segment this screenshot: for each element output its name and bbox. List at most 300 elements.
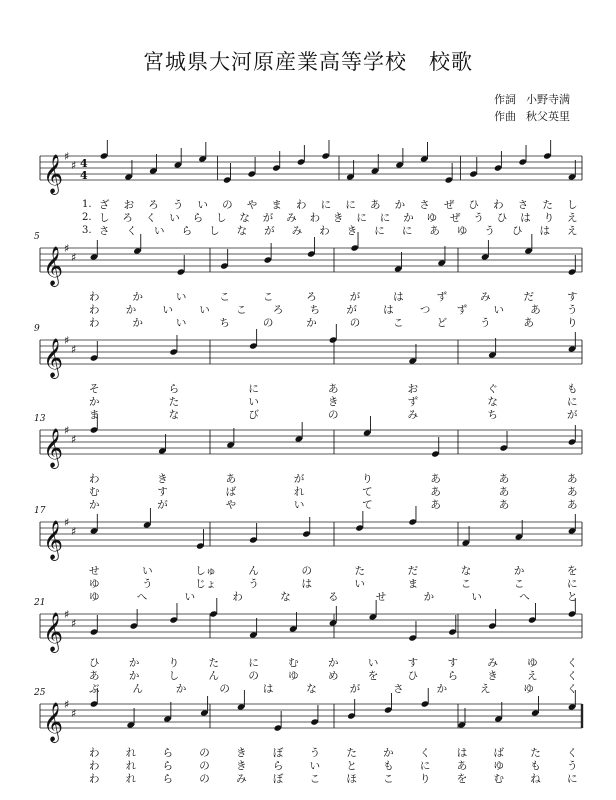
lyricist-role: 作詞: [494, 93, 516, 106]
lyric-syllable: え: [480, 683, 491, 695]
staff: [0, 688, 616, 748]
lyric-syllable: ず: [436, 291, 448, 303]
lyric-syllable: ゆ: [426, 212, 438, 224]
lyric-syllable: ち: [309, 304, 321, 316]
lyric-syllable: む: [89, 486, 100, 498]
lyric-syllable: て: [362, 486, 373, 498]
lyric-syllable: こ: [383, 773, 394, 785]
lyric-syllable: の: [222, 199, 233, 211]
lyric-syllable: ず: [407, 396, 419, 408]
lyric-syllable: が: [346, 304, 357, 316]
lyric-syllable: あ: [225, 473, 237, 485]
lyric-syllable: が: [567, 409, 578, 421]
lyric-syllable: び: [248, 409, 259, 421]
lyric-syllable: が: [293, 473, 305, 485]
lyric-syllable: だ: [407, 565, 419, 577]
lyric-syllable: に: [374, 225, 385, 237]
lyric-syllable: た: [346, 747, 357, 759]
lyric-syllable: の: [248, 670, 259, 682]
lyric-syllable: き: [333, 212, 344, 224]
lyric-syllable: か: [89, 499, 100, 511]
lyric-syllable: あ: [456, 760, 468, 772]
lyric-syllable: の: [199, 773, 210, 785]
lyric-syllable: ま: [89, 409, 100, 421]
lyric-syllable: い: [293, 499, 305, 511]
lyric-syllable: み: [286, 212, 297, 224]
lyric-syllable: ち: [487, 409, 498, 421]
lyric-syllable: わ: [309, 212, 321, 224]
lyric-syllable: ら: [181, 225, 193, 237]
lyric-syllable: あ: [369, 199, 381, 211]
lyric-syllable: は: [456, 747, 468, 759]
verse-number: 2.: [82, 212, 92, 223]
lyric-syllable: な: [460, 565, 472, 577]
lyric-syllable: く: [567, 747, 578, 759]
lyric-syllable: は: [539, 225, 550, 237]
lyric-syllable: が: [264, 225, 275, 237]
lyric-syllable: れ: [125, 747, 137, 759]
lyric-syllable: こ: [460, 578, 472, 590]
lyric-syllable: え: [567, 225, 578, 237]
lyric-syllable: い: [142, 565, 153, 577]
lyric-syllable: い: [184, 591, 196, 603]
lyric-syllable: こ: [309, 773, 321, 785]
lyric-syllable: ら: [162, 760, 174, 772]
lyric-syllable: の: [328, 409, 339, 421]
lyric-syllable: ぼ: [272, 747, 284, 759]
lyric-syllable: や: [225, 499, 237, 511]
lyric-syllable: ひ: [407, 670, 419, 682]
lyric-syllable: が: [157, 499, 168, 511]
lyric-syllable: さ: [419, 199, 430, 211]
lyric-syllable: ら: [162, 773, 174, 785]
lyric-syllable: そ: [89, 383, 100, 395]
lyric-syllable: わ: [89, 747, 100, 759]
measure-number: 17: [34, 506, 46, 516]
staff: [0, 598, 616, 658]
lyric-syllable: あ: [328, 383, 339, 395]
treble-clef-icon: 𝄞: [43, 612, 64, 652]
treble-clef-icon: 𝄞: [43, 338, 64, 378]
lyric-syllable: ら: [192, 212, 204, 224]
measure-number: 13: [34, 414, 46, 424]
lyric-syllable: く: [126, 225, 138, 237]
sharp-icon: ♯: [64, 334, 70, 347]
lyric-syllable: か: [89, 396, 100, 408]
lyric-syllable: れ: [293, 486, 305, 498]
lyric-syllable: い: [248, 396, 259, 408]
sharp-icon: ♯: [71, 251, 77, 264]
lyric-syllable: を: [367, 670, 379, 682]
sharp-icon: ♯: [71, 707, 77, 720]
lyric-syllable: ろ: [122, 212, 133, 224]
lyric-syllable: は: [520, 212, 531, 224]
lyric-syllable: さ: [99, 225, 110, 237]
lyric-syllable: あ: [498, 473, 510, 485]
lyric-syllable: お: [407, 383, 419, 395]
lyric-syllable: の: [262, 317, 274, 329]
lyric-syllable: え: [567, 212, 578, 224]
lyric-syllable: わ: [493, 199, 504, 211]
lyric-syllable: き: [236, 747, 247, 759]
lyric-syllable: す: [447, 657, 458, 669]
lyric-syllable: む: [288, 657, 299, 669]
lyric-syllable: い: [367, 657, 379, 669]
lyric-syllable: に: [567, 396, 578, 408]
lyric-syllable: わ: [89, 304, 100, 316]
lyric-syllable: ぶ: [89, 683, 100, 695]
lyric-syllable: か: [403, 212, 414, 224]
lyric-syllable: へ: [136, 591, 148, 603]
lyric-syllable: む: [493, 773, 504, 785]
lyric-syllable: な: [487, 396, 498, 408]
lyric-syllable: う: [309, 747, 321, 759]
lyric-syllable: は: [383, 304, 394, 316]
lyric-syllable: ゆ: [493, 760, 504, 772]
sharp-icon: ♯: [71, 343, 77, 356]
lyric-syllable: わ: [319, 225, 330, 237]
lyric-syllable: き: [236, 760, 247, 772]
lyric-syllable: が: [349, 683, 361, 695]
lyric-syllable: あ: [498, 486, 510, 498]
lyric-syllable: あ: [567, 486, 578, 498]
lyric-syllable: の: [199, 760, 210, 772]
lyric-syllable: い: [162, 304, 174, 316]
lyric-syllable: を: [456, 773, 468, 785]
staff: [0, 324, 616, 384]
lyric-syllable: ぐ: [487, 383, 498, 395]
lyric-syllable: に: [567, 578, 578, 590]
lyric-syllable: い: [197, 199, 209, 211]
lyric-syllable: り: [168, 657, 180, 669]
lyric-syllable: わ: [89, 317, 100, 329]
lyric-syllable: う: [484, 225, 495, 237]
lyric-syllable: か: [175, 683, 187, 695]
lyric-syllable: こ: [236, 304, 247, 316]
lyric-syllable: ん: [248, 565, 259, 577]
lyric-syllable: の: [219, 683, 230, 695]
treble-clef-icon: 𝄞: [43, 154, 64, 194]
lyric-syllable: に: [356, 212, 367, 224]
sharp-icon: ♯: [64, 516, 70, 529]
lyric-syllable: い: [175, 291, 187, 303]
sharp-icon: ♯: [64, 150, 70, 163]
lyric-syllable: に: [248, 383, 259, 395]
lyric-syllable: た: [542, 199, 553, 211]
lyric-syllable: ゆ: [523, 683, 535, 695]
lyric-syllable: え: [527, 670, 538, 682]
lyric-syllable: う: [172, 199, 184, 211]
lyric-syllable: に: [401, 225, 413, 237]
lyric-syllable: ゆ: [527, 657, 538, 669]
time-signature-digit: 4: [80, 169, 88, 182]
lyric-syllable: ん: [208, 670, 219, 682]
lyric-syllable: に: [379, 212, 391, 224]
lyric-syllable: は: [262, 683, 274, 695]
lyric-syllable: た: [208, 657, 219, 669]
lyric-syllable: い: [154, 225, 165, 237]
lyric-syllable: を: [567, 565, 578, 577]
lyric-syllable: か: [132, 291, 143, 303]
lyric-syllable: め: [328, 670, 339, 682]
lyric-syllable: し: [209, 225, 220, 237]
lyric-syllable: り: [362, 473, 373, 485]
lyric-syllable: な: [168, 409, 180, 421]
sharp-icon: ♯: [64, 608, 70, 621]
lyric-syllable: い: [175, 317, 187, 329]
lyric-syllable: れ: [125, 773, 137, 785]
lyric-syllable: ま: [271, 199, 282, 211]
lyric-syllable: し: [99, 212, 110, 224]
lyric-syllable: し: [168, 670, 180, 682]
lyric-syllable: こ: [219, 291, 230, 303]
lyric-syllable: ず: [456, 304, 468, 316]
lyric-syllable: ろ: [148, 199, 159, 211]
lyric-syllable: あ: [498, 499, 510, 511]
lyric-syllable: しゅ: [195, 565, 217, 577]
lyric-syllable: す: [407, 657, 419, 669]
lyric-syllable: し: [567, 199, 578, 211]
lyric-syllable: が: [349, 291, 361, 303]
treble-clef-icon: 𝄞: [43, 520, 64, 560]
staff: [0, 506, 616, 566]
lyric-syllable: ひ: [496, 212, 508, 224]
lyric-syllable: み: [236, 773, 247, 785]
lyric-syllable: う: [567, 760, 578, 772]
lyric-syllable: き: [157, 473, 168, 485]
sharp-icon: ♯: [64, 698, 70, 711]
composer-role: 作曲: [494, 110, 516, 123]
lyric-syllable: と: [567, 591, 578, 603]
lyric-syllable: た: [354, 565, 366, 577]
lyric-syllable: ん: [132, 683, 143, 695]
lyric-syllable: か: [423, 591, 435, 603]
staff: [0, 414, 616, 474]
lyric-syllable: ゆ: [89, 591, 100, 603]
lyric-syllable: ば: [493, 747, 504, 759]
lyric-syllable: な: [306, 683, 317, 695]
lyric-syllable: ま: [407, 578, 419, 590]
lyric-syllable: わ: [89, 760, 100, 772]
composer-credit: [494, 108, 570, 124]
lyric-syllable: く: [145, 212, 157, 224]
lyric-syllable: ら: [447, 670, 458, 682]
lyric-syllable: わ: [89, 291, 100, 303]
lyric-syllable: さ: [393, 683, 404, 695]
lyric-syllable: う: [567, 304, 578, 316]
lyric-syllable: う: [473, 212, 484, 224]
lyric-syllable: あ: [430, 473, 441, 485]
lyric-syllable: ひ: [89, 657, 100, 669]
lyric-syllable: か: [306, 317, 317, 329]
lyric-syllable: く: [567, 670, 578, 682]
lyric-syllable: し: [216, 212, 227, 224]
lyric-syllable: ひ: [468, 199, 479, 211]
lyric-syllable: あ: [89, 670, 100, 682]
lyric-syllable: か: [125, 304, 137, 316]
lyric-syllable: い: [199, 304, 210, 316]
staff: [0, 232, 616, 292]
lyric-syllable: み: [407, 409, 419, 421]
lyric-syllable: す: [567, 291, 578, 303]
lyric-syllable: あ: [567, 499, 578, 511]
lyric-syllable: ざ: [99, 199, 110, 211]
lyric-syllable: ほ: [346, 773, 357, 785]
lyric-syllable: ろ: [272, 304, 284, 316]
measure-number: 5: [34, 232, 40, 242]
lyric-syllable: み: [487, 657, 498, 669]
lyric-syllable: の: [301, 565, 312, 577]
verse-number: 3.: [82, 225, 92, 236]
lyric-syllable: わ: [89, 473, 100, 485]
lyric-syllable: か: [383, 747, 394, 759]
lyric-syllable: ゆ: [288, 670, 299, 682]
lyric-syllable: ら: [168, 383, 180, 395]
treble-clef-icon: 𝄞: [43, 246, 64, 286]
lyric-syllable: こ: [513, 578, 525, 590]
treble-clef-icon: 𝄞: [43, 428, 64, 468]
lyric-syllable: ひ: [511, 225, 523, 237]
lyric-syllable: ゆ: [89, 578, 100, 590]
lyric-syllable: は: [393, 291, 404, 303]
lyric-syllable: き: [487, 670, 498, 682]
lyric-syllable: こ: [262, 291, 274, 303]
lyric-syllable: や: [246, 199, 258, 211]
lyric-syllable: て: [362, 499, 373, 511]
lyricist-credit: [494, 91, 570, 107]
staff: [0, 140, 616, 200]
lyric-syllable: り: [419, 773, 431, 785]
lyric-syllable: み: [480, 291, 491, 303]
lyric-syllable: く: [567, 683, 578, 695]
measure-number: 9: [34, 324, 40, 334]
lyric-syllable: あ: [523, 317, 535, 329]
time-signature-digit: 4: [80, 157, 88, 170]
lyric-syllable: ぼ: [272, 773, 284, 785]
lyric-syllable: も: [530, 760, 541, 772]
lyric-syllable: す: [157, 486, 168, 498]
lyric-syllable: に: [345, 199, 356, 211]
sharp-icon: ♯: [71, 617, 77, 630]
lyric-syllable: あ: [567, 473, 578, 485]
measure-number: 25: [34, 688, 46, 698]
lyric-syllable: く: [419, 747, 431, 759]
lyric-syllable: が: [262, 212, 274, 224]
lyric-syllable: の: [349, 317, 361, 329]
lyric-syllable: ら: [272, 760, 284, 772]
lyric-syllable: い: [471, 591, 482, 603]
lyric-syllable: れ: [125, 760, 137, 772]
lyric-syllable: ぜ: [443, 199, 455, 211]
lyric-syllable: り: [543, 212, 555, 224]
lyric-syllable: う: [480, 317, 491, 329]
lyric-syllable: な: [280, 591, 291, 603]
lyric-syllable: に: [320, 199, 332, 211]
lyric-syllable: せ: [89, 565, 100, 577]
lyric-syllable: う: [248, 578, 259, 590]
treble-clef-icon: 𝄞: [43, 702, 64, 742]
lyric-syllable: も: [383, 760, 394, 772]
lyric-syllable: ば: [225, 486, 237, 498]
lyric-syllable: り: [567, 317, 578, 329]
lyric-syllable: か: [132, 317, 143, 329]
lyric-syllable: の: [199, 747, 210, 759]
lyric-syllable: く: [567, 657, 578, 669]
lyric-syllable: か: [394, 199, 406, 211]
lyric-syllable: あ: [530, 304, 541, 316]
lyric-syllable: あ: [430, 499, 441, 511]
lyric-syllable: ち: [219, 317, 230, 329]
lyric-syllable: わ: [232, 591, 243, 603]
lyricist-name: 小野寺满: [526, 93, 570, 106]
lyric-syllable: か: [328, 657, 339, 669]
lyric-syllable: ら: [162, 747, 174, 759]
lyric-syllable: か: [128, 670, 140, 682]
lyric-syllable: も: [567, 383, 578, 395]
sharp-icon: ♯: [71, 159, 77, 172]
lyric-syllable: た: [168, 396, 180, 408]
lyric-syllable: う: [142, 578, 153, 590]
lyric-syllable: ね: [530, 773, 541, 785]
lyric-syllable: い: [169, 212, 180, 224]
lyric-syllable: き: [346, 225, 358, 237]
lyric-syllable: に: [248, 657, 259, 669]
lyric-syllable: せ: [375, 591, 387, 603]
lyric-syllable: み: [291, 225, 303, 237]
lyric-syllable: あ: [429, 225, 440, 237]
lyric-syllable: ぜ: [450, 212, 461, 224]
lyric-syllable: る: [328, 591, 339, 603]
lyric-syllable: た: [530, 747, 541, 759]
lyric-syllable: な: [236, 225, 248, 237]
lyric-syllable: さ: [517, 199, 529, 211]
lyric-syllable: な: [239, 212, 250, 224]
lyric-syllable: ゆ: [456, 225, 468, 237]
lyric-syllable: へ: [519, 591, 530, 603]
lyric-syllable: つ: [419, 304, 431, 316]
lyric-syllable: あ: [430, 486, 441, 498]
lyric-syllable: ろ: [306, 291, 317, 303]
lyric-syllable: い: [493, 304, 504, 316]
lyric-syllable: だ: [523, 291, 535, 303]
lyric-syllable: お: [123, 199, 135, 211]
lyric-syllable: か: [128, 657, 140, 669]
sharp-icon: ♯: [64, 424, 70, 437]
lyric-syllable: き: [328, 396, 339, 408]
measure-number: 21: [34, 598, 46, 608]
lyric-syllable: い: [354, 578, 366, 590]
system-7: [0, 688, 616, 796]
verse-number: 1.: [82, 199, 92, 210]
lyric-syllable: い: [309, 760, 321, 772]
lyric-syllable: か: [513, 565, 525, 577]
lyric-syllable: か: [436, 683, 448, 695]
lyric-syllable: わ: [296, 199, 307, 211]
lyric-syllable: に: [419, 760, 431, 772]
lyric-syllable: と: [346, 760, 357, 772]
lyric-syllable: に: [567, 773, 578, 785]
song-title: 宮城県大河原産業高等学校 校歌: [143, 50, 473, 74]
sharp-icon: ♯: [64, 242, 70, 255]
sharp-icon: ♯: [71, 525, 77, 538]
lyric-syllable: じょ: [195, 578, 217, 590]
composer-name: 秋父英里: [526, 110, 570, 123]
sharp-icon: ♯: [71, 433, 77, 446]
lyric-syllable: こ: [393, 317, 404, 329]
lyric-syllable: は: [301, 578, 312, 590]
lyric-syllable: わ: [89, 773, 100, 785]
lyric-syllable: ど: [436, 317, 448, 329]
